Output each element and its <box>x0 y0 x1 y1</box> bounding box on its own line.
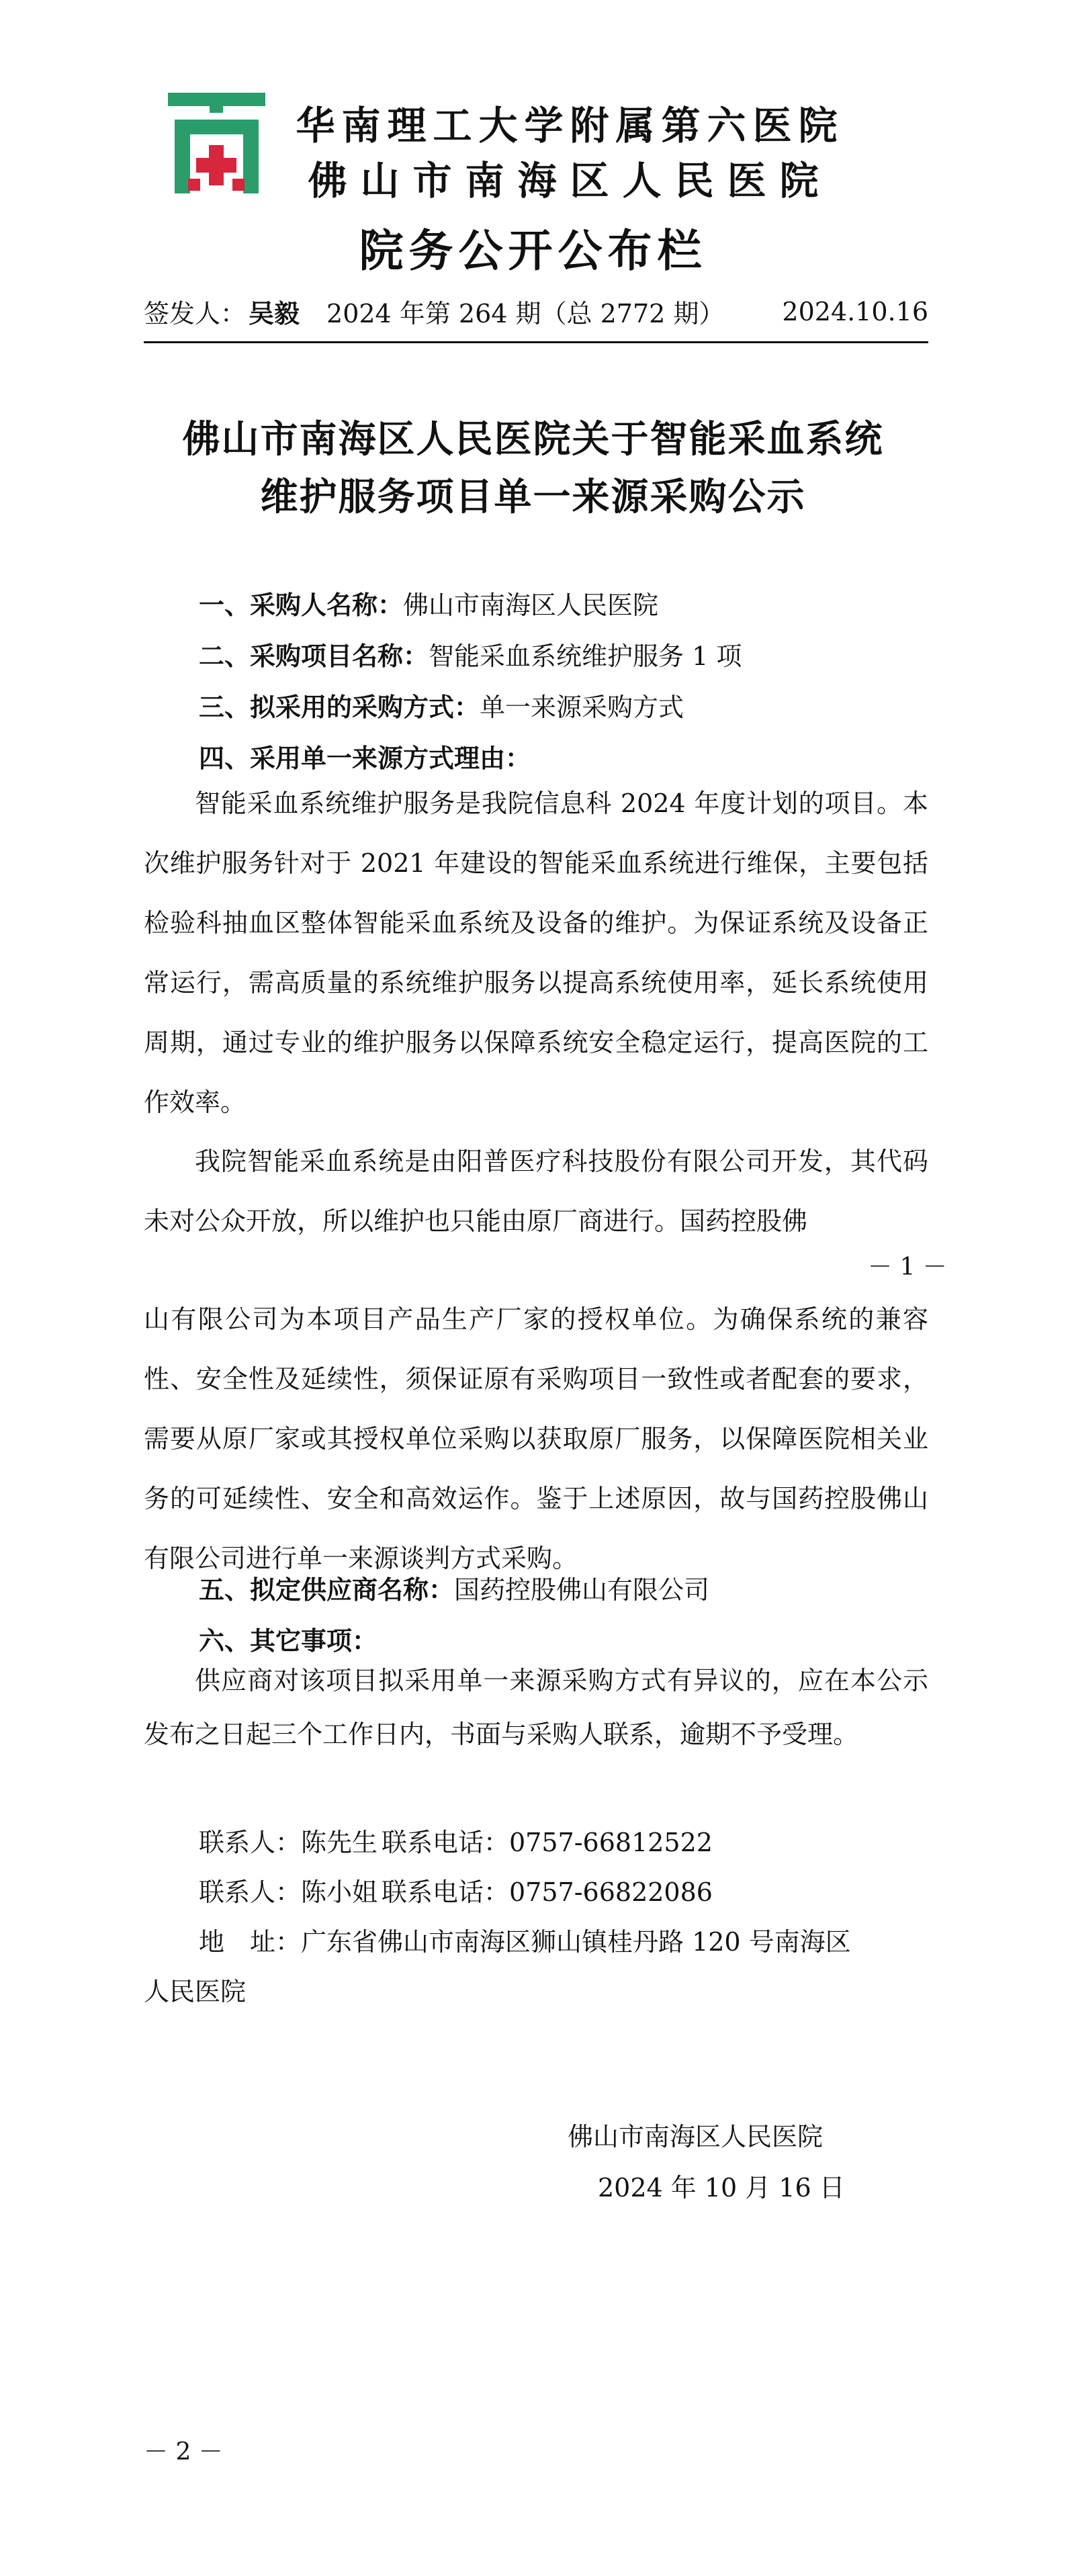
org-name-line1: 华南理工大学附属第六医院 <box>296 103 844 148</box>
reason-paragraph-2a <box>144 1132 928 1251</box>
page-number-2: － 2 － <box>144 2438 223 2466</box>
paragraph-text: 我院智能采血系统是由阳普医疗科技股份有限公司开发，其代码未对公众开放，所以维护也只能由原厂商进行。国药控股佛 <box>144 1147 928 1236</box>
issuer-name: 吴毅 <box>249 298 300 328</box>
header-divider <box>144 341 928 343</box>
contact-row <box>199 1822 713 1859</box>
section-value: 单一来源采购方式 <box>480 693 684 722</box>
section-label: 四、采用单一来源方式理由： <box>199 744 531 773</box>
section-label: 六、其它事项： <box>199 1626 378 1656</box>
contact-person: 联系人：陈先生 <box>199 1828 378 1857</box>
reason-paragraph-2b <box>144 1290 928 1589</box>
org-name-line2: 佛山市南海区人民医院 <box>308 158 832 204</box>
section-project <box>199 635 742 672</box>
address-line1: 地 址：广东省佛山市南海区狮山镇桂丹路 120 号南海区 <box>199 1927 851 1957</box>
issue-meta <box>144 293 928 330</box>
reason-paragraph-1 <box>144 774 928 1132</box>
signature-org: 佛山市南海区人民医院 <box>568 2122 824 2151</box>
section-value: 国药控股佛山有限公司 <box>454 1575 710 1605</box>
notice-title-line1: 佛山市南海区人民医院关于智能采血系统 <box>182 418 884 461</box>
issue-date: 2024.10.16 <box>782 296 928 326</box>
section-value: 智能采血系统维护服务 1 项 <box>429 641 742 671</box>
section-label: 三、拟采用的采购方式： <box>199 693 480 722</box>
contact-person: 联系人：陈小姐 <box>199 1877 378 1907</box>
section-purchaser <box>199 584 658 621</box>
notice-title-line2: 维护服务项目单一来源采购公示 <box>260 476 806 519</box>
section-label: 二、采购项目名称： <box>199 641 429 671</box>
section-supplier <box>199 1569 709 1606</box>
issue-number: 2024 年第 264 期（总 2772 期） <box>326 299 725 328</box>
section-method <box>199 686 684 723</box>
section-value: 佛山市南海区人民医院 <box>403 590 659 620</box>
page-number-1: － 1 － <box>868 1253 947 1281</box>
issuer-label: 签发人： <box>144 299 247 328</box>
paragraph-text: 供应商对该项目拟采用单一来源采购方式有异议的，应在本公示发布之日起三个工作日内，书面与采购人联系，逾期不予受理。 <box>144 1666 928 1749</box>
section-label: 一、采购人名称： <box>199 590 404 620</box>
paragraph-text: 智能采血系统维护服务是我院信息科 2024 年度计划的项目。本次维护服务针对于 2021 年建设的智能采血系统进行维保，主要包括检验科抽血区整体智能采血系统及设备的维护。为保证系统及设备正常运行，需高质量的系统维护服务以提高系统使用率，延长系统使用周期，通过专业的维护服务以保障系统安全稳定运行，提高医院的工作效率。 <box>144 789 928 1117</box>
other-paragraph <box>144 1654 928 1761</box>
contact-row <box>199 1871 713 1908</box>
address-line2: 人民医院 <box>144 1977 247 2006</box>
paragraph-text: 山有限公司为本项目产品生产厂家的授权单位。为确保系统的兼容性、安全性及延续性，须保证原有采购项目一致性或者配套的要求，需要从原厂家或其授权单位采购以获取原厂服务，以保障医院相关业务的可延续性、安全和高效运作。鉴于上述原因，故与国药控股佛山有限公司进行单一来源谈判方式采购。 <box>144 1304 928 1573</box>
signature-date: 2024 年 10 月 16 日 <box>598 2173 845 2203</box>
section-label: 五、拟定供应商名称： <box>199 1575 455 1605</box>
bulletin-title: 院务公开公布栏 <box>359 225 707 277</box>
section-other <box>199 1620 377 1657</box>
contact-phone: 联系电话：0757-66812522 <box>382 1828 713 1857</box>
section-reason <box>199 738 531 774</box>
contact-phone: 联系电话：0757-66822086 <box>382 1877 713 1907</box>
